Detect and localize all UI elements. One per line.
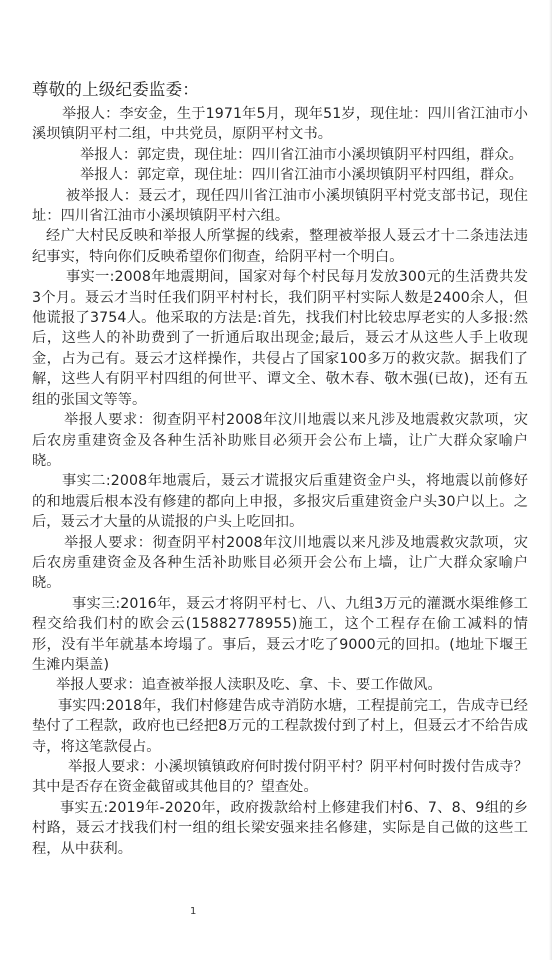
fact-3-paragraph: 事实三:2016年，聂云才将阴平村七、八、九组3万元的灌溉水渠维修工程交给我们村的欧会云(15882778955)施工，这个工程存在偷工减料的情形，没有半年就基本垮塌了。事后，聂云才吃了9000元的回扣。(地址下堰王生滩内渠盖) xyxy=(32,595,528,673)
page-number: 1 xyxy=(190,906,197,917)
reporter-3-paragraph: 举报人：郭定章，现住址：四川省江油市小溪坝镇阴平村四组，群众。 xyxy=(80,167,523,184)
request-3-paragraph: 举报人要求：追查被举报人渎职及吃、拿、卡、要工作做风。 xyxy=(56,677,442,694)
fact-4-paragraph: 事实四:2018年，我们村修建告成寺消防水塘，工程提前完工，告成寺已经垫付了工程款，政府也已经把8万元的工程款拨付到了村上，但聂云才不给告成寺，将这笔款侵占。 xyxy=(32,697,529,755)
fact-5-paragraph: 事实五:2019年-2020年，政府拨款给村上修建我们村6、7、8、9组的乡村路，聂云才找我们村一组的组长梁安强来挂名修建，实际是自己做的这些工程，从中获利。 xyxy=(32,799,528,857)
reporter-2-paragraph: 举报人：郭定贵，现住址：四川省江油市小溪坝镇阴平村四组，群众。 xyxy=(80,146,523,163)
accused-paragraph: 被举报人：聂云才，现任四川省江油市小溪坝镇阴平村党支部书记，现住址：四川省江油市小溪坝镇阴平村六组。 xyxy=(32,187,528,225)
fact-1-paragraph: 事实一:2008年地震期间，国家对每个村民每月发放300元的生活费共发3个月。聂云才当时任我们阴平村村长，我们阴平村实际人数是2400余人，但他谎报了3754人。他采取的方法是:首先，找我们村比较忠厚老实的人多报:然后，这些人的补助费到了一折通后取出现金;最后，聂云才从这些人手上收现金，占为己有。聂云才这样操作，共侵占了国家100多万的救灾款。据我们了解，这些人有阴平村四组的何世平、谭文全、敬木春、敬木强(已故)，还有五组的张国文等等。 xyxy=(32,269,528,408)
fact-2-paragraph: 事实二:2008年地震后，聂云才谎报灾后重建资金户头，将地震以前修好的和地震后根本没有修建的都向上申报，多报灾后重建资金户头30户以上。之后，聂云才大量的从谎报的户头上吃回扣。 xyxy=(32,473,528,531)
salutation-heading: 尊敬的上级纪委监委： xyxy=(32,80,199,99)
reporter-1-paragraph: 举报人：李安金，生于1971年5月，现年51岁，现住址：四川省江油市小溪坝镇阴平村二组，中共党员，原阴平村文书。 xyxy=(32,106,528,143)
letter-body xyxy=(32,104,528,859)
request-1-paragraph: 举报人要求：彻查阴平村2008年汶川地震以来凡涉及地震救灾款项，灾后农房重建资金及各种生活补助账目必须开会公布上墙，让广大群众家喻户晓。 xyxy=(32,412,528,469)
intro-paragraph: 经广大村民反映和举报人所掌握的线索，整理被举报人聂云才十二条违法违纪事实，特向你们反映希望你们彻查，给阴平村一个明白。 xyxy=(32,228,528,265)
request-4-paragraph: 举报人要求：小溪坝镇镇政府何时拨付阴平村？阴平村何时拨付告成寺？其中是否存在资金截留或其他目的？望查处。 xyxy=(32,759,528,796)
request-2-paragraph: 举报人要求：彻查阴平村2008年汶川地震以来凡涉及地震救灾款项，灾后农房重建资金及各种生活补助账目必须开会公布上墙，让广大群众家喻户晓。 xyxy=(32,534,528,592)
